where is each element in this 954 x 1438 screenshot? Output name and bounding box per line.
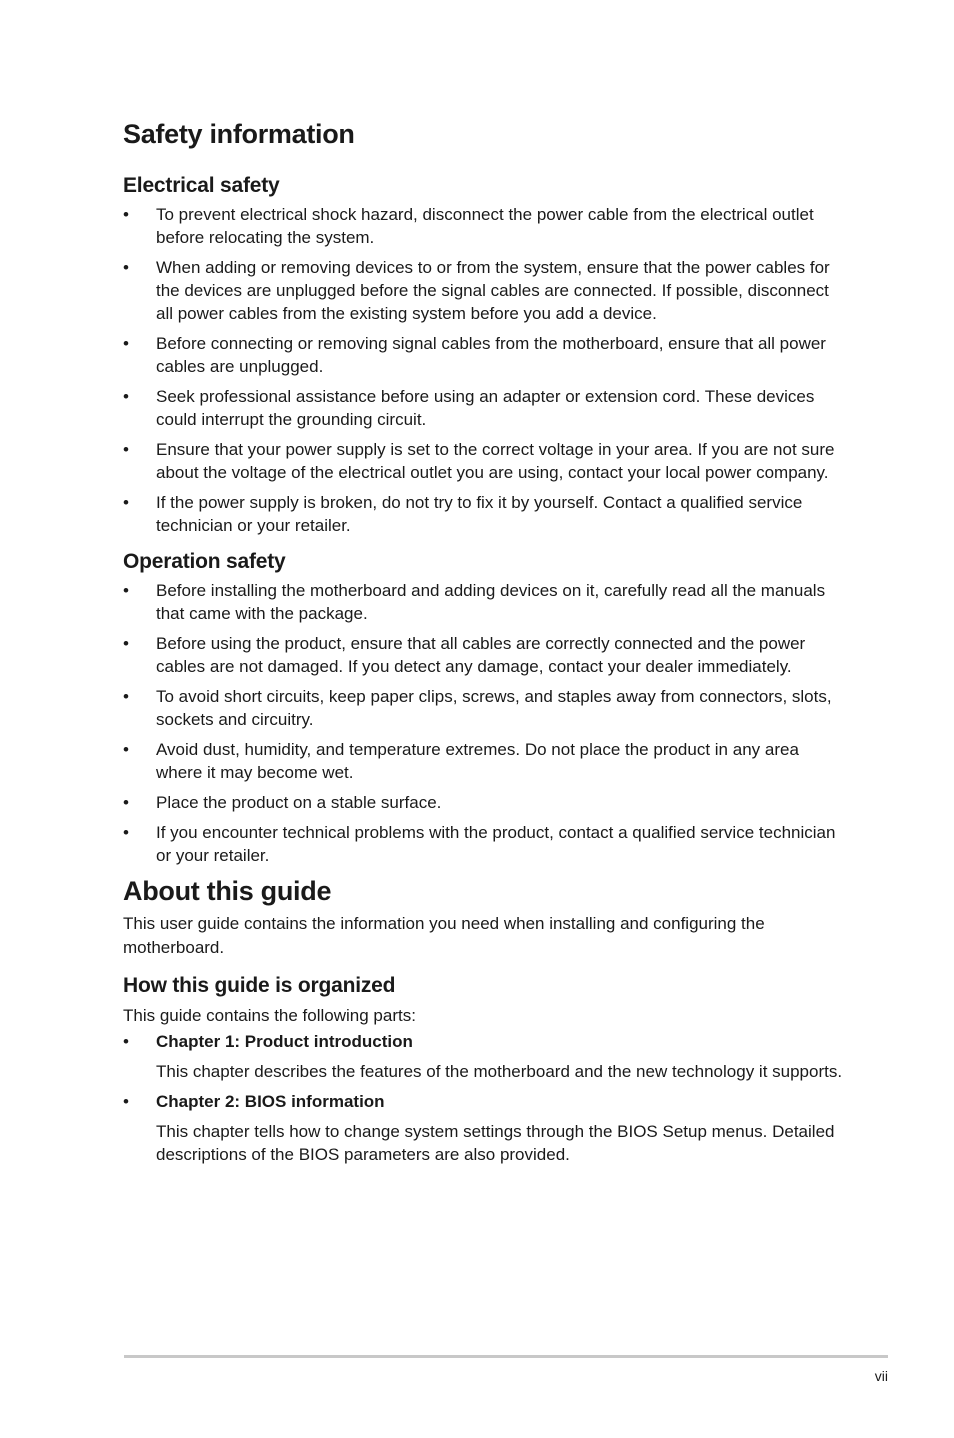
safety-information-title: Safety information <box>123 119 355 149</box>
bullet-icon: • <box>123 634 129 653</box>
list-item <box>123 1090 843 1166</box>
chapter-title: Chapter 1: Product introduction <box>156 1031 413 1051</box>
guide-parts-intro: This guide contains the following parts: <box>123 1006 416 1025</box>
operation-safety-list <box>123 579 843 867</box>
chapter-description: This chapter tells how to change system settings through the BIOS Setup menus. Detailed descriptions of the BIOS parameters are also provided. <box>156 1121 835 1164</box>
chapter-description: This chapter describes the features of the motherboard and the new technology it supports. <box>156 1061 843 1081</box>
list-item: • Before installing the motherboard and adding devices on it, carefully read all the manuals that came with the package. <box>123 581 826 623</box>
about-this-guide-title: About this guide <box>123 876 332 906</box>
list-item: • If the power supply is broken, do not try to fix it by yourself. Contact a qualified service technician or your retailer. <box>123 493 803 535</box>
bullet-icon: • <box>123 440 129 459</box>
list-item <box>123 1030 843 1083</box>
bullet-icon: • <box>123 823 129 842</box>
about-intro-paragraph: This user guide contains the information you need when installing and configuring the motherboard. <box>123 914 765 957</box>
chapter-list <box>123 1030 843 1166</box>
list-item: • To avoid short circuits, keep paper clips, screws, and staples away from connectors, slots, sockets and circuitry. <box>123 687 832 729</box>
list-item: • Before using the product, ensure that all cables are correctly connected and the power cables are not damaged. If you detect any damage, contact your dealer immediately. <box>123 634 806 676</box>
bullet-icon: • <box>123 1091 129 1111</box>
bullet-icon: • <box>123 493 129 512</box>
list-item: • Seek professional assistance before using an adapter or extension cord. These devices could interrupt the grounding circuit. <box>123 387 815 429</box>
bullet-icon: • <box>123 793 129 812</box>
footer-divider <box>124 1355 888 1358</box>
operation-safety-heading: Operation safety <box>123 550 286 573</box>
chapter-title: Chapter 2: BIOS information <box>156 1091 385 1111</box>
list-item: • To prevent electrical shock hazard, disconnect the power cable from the electrical outlet before relocating the system. <box>123 205 814 247</box>
bullet-icon: • <box>123 740 129 759</box>
bullet-icon: • <box>123 387 129 406</box>
list-item: • Avoid dust, humidity, and temperature extremes. Do not place the product in any area where it may become wet. <box>123 740 799 782</box>
electrical-safety-heading: Electrical safety <box>123 174 280 197</box>
bullet-icon: • <box>123 581 129 600</box>
how-guide-organized-heading: How this guide is organized <box>123 974 396 997</box>
bullet-icon: • <box>123 205 129 224</box>
bullet-icon: • <box>123 687 129 706</box>
document-page <box>123 117 843 1173</box>
bullet-icon: • <box>123 258 129 277</box>
bullet-icon: • <box>123 1031 129 1051</box>
electrical-safety-list <box>123 203 843 537</box>
list-item: • If you encounter technical problems with the product, contact a qualified service technician or your retailer. <box>123 823 836 865</box>
bullet-icon: • <box>123 334 129 353</box>
list-item: • Before connecting or removing signal cables from the motherboard, ensure that all power cables are unplugged. <box>123 334 826 376</box>
list-item: • Ensure that your power supply is set to the correct voltage in your area. If you are not sure about the voltage of the electrical outlet you are using, contact your local power company. <box>123 440 835 482</box>
list-item: • When adding or removing devices to or from the system, ensure that the power cables for the devices are unplugged before the signal cables are connected. If possible, disconnect all power cables from the existing system before you add a device. <box>123 258 830 323</box>
page-number: vii <box>874 1368 888 1384</box>
list-item: • Place the product on a stable surface. <box>123 793 442 812</box>
